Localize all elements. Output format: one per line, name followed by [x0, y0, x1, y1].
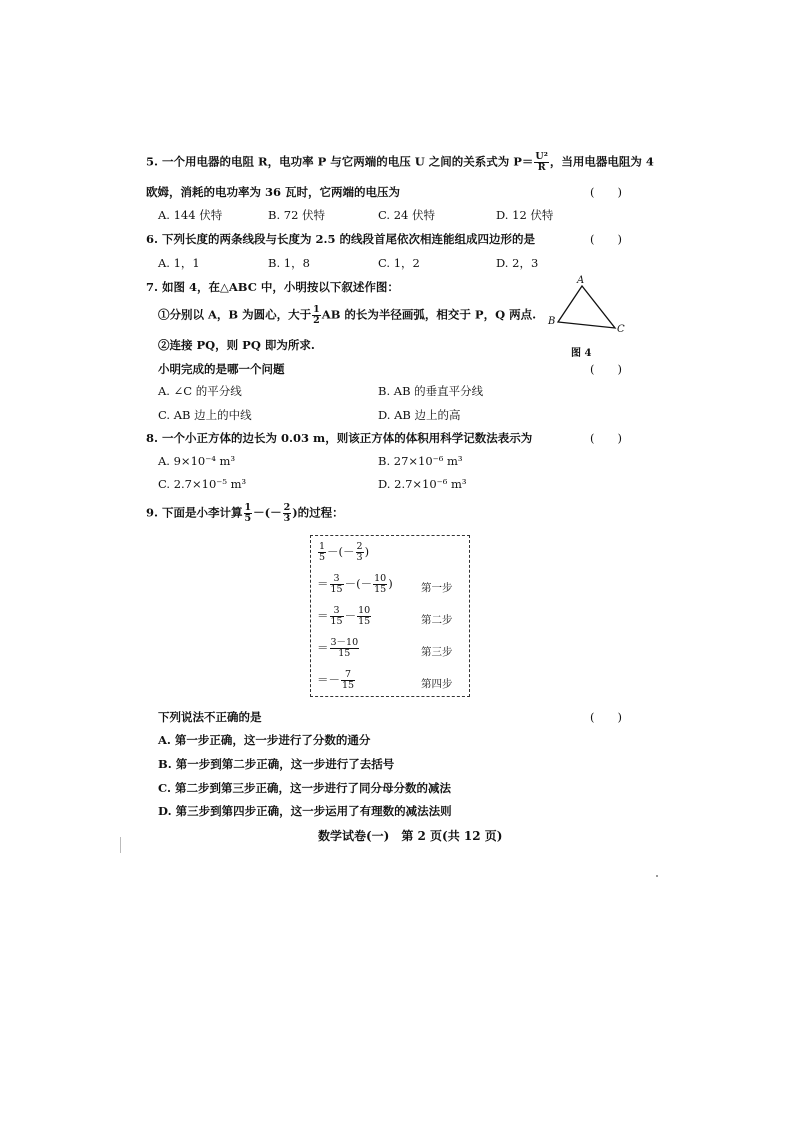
calc-row-0-fraction-1: [318, 542, 326, 563]
calc-row-3-num: 3－10: [330, 637, 359, 648]
q7-step1-text-b: AB 的长为半径画弧，相交于 P，Q 两点.: [321, 307, 537, 322]
q7-half-denominator: 2: [313, 314, 320, 326]
q9-statement-c: C. 第二步到第三步正确，这一步进行了同分母分数的减法: [158, 781, 451, 795]
q5-answer-paren: ( ): [590, 185, 622, 199]
calc-step-4-label: 第四步: [421, 678, 453, 690]
q9-intro-fraction-2-den: 3: [283, 512, 291, 524]
q9-calculation-box: [310, 535, 470, 697]
q8-answer-paren: ( ): [590, 431, 622, 445]
q7-answer-paren: ( ): [590, 362, 622, 376]
q6-option-a: A. 1，1: [158, 256, 200, 270]
q9-intro-text-b: )的过程：: [292, 505, 344, 520]
q9-statement-a: A. 第一步正确，这一步进行了分数的通分: [158, 733, 371, 747]
vertex-label-c: C: [617, 324, 625, 335]
q9-intro-minus: －(－: [253, 505, 282, 520]
calc-row-4-den: 15: [342, 679, 355, 691]
q9-intro-fraction-2: [283, 503, 292, 524]
calc-row-0-minus: －(－: [327, 544, 355, 559]
calc-row-2-fraction-2: [357, 606, 371, 627]
q7-option-c: C. AB 边上的中线: [158, 408, 252, 422]
q6-option-d: D. 2，3: [496, 256, 539, 270]
calc-row-3: [317, 638, 360, 659]
q7-half-fraction: [312, 305, 321, 326]
calc-step-1-label: 第一步: [421, 582, 453, 594]
calc-row-1-f2-den: 15: [374, 583, 387, 595]
calc-row-1-f2-num: 10: [374, 573, 387, 584]
q9-intro-fraction-1: [244, 503, 253, 524]
q8-option-a: A. 9×10⁻⁴ m³: [158, 454, 236, 468]
calc-row-2-f1-num: 3: [330, 606, 344, 617]
calc-step-2-label: 第二步: [421, 614, 453, 626]
calc-row-2-f2-den: 15: [358, 615, 371, 627]
q7-option-d: D. AB 边上的高: [378, 408, 461, 422]
vertex-label-a: A: [577, 275, 585, 286]
q7-step1-text-a: ①分别以 A，B 为圆心，大于: [158, 307, 312, 322]
calc-row-4-num: 7: [341, 670, 355, 681]
calc-row-0: [317, 542, 369, 563]
q9-intro-fraction-1-den: 5: [244, 512, 252, 524]
q7-step2: ②连接 PQ，则 PQ 即为所求.: [158, 338, 315, 352]
calc-row-3-equals: ＝: [317, 640, 329, 655]
calc-row-1-fraction-1: [330, 574, 344, 595]
q7-line1: 7. 如图 4，在△ABC 中，小明按以下叙述作图：: [146, 280, 399, 294]
calc-row-0-fraction-2: [356, 542, 364, 563]
q9-intro: [146, 503, 344, 524]
calc-row-2-equals: ＝: [317, 608, 329, 623]
calc-step-3-label: 第三步: [421, 646, 453, 658]
triangle-abc: [558, 286, 615, 328]
q5-line2: 欧姆，消耗的电功率为 36 瓦时，它两端的电压为: [146, 185, 401, 199]
q6-text: 6. 下列长度的两条线段与长度为 2.5 的线段首尾依次相连能组成四边形的是: [146, 232, 536, 246]
calc-row-2-f1-den: 15: [330, 615, 343, 627]
calc-row-1-fraction-2: [373, 574, 387, 595]
q5-line1: [146, 152, 654, 173]
q7-option-b: B. AB 的垂直平分线: [378, 384, 484, 398]
calc-row-3-den: 15: [338, 647, 351, 659]
calc-row-1-close: ): [388, 576, 393, 591]
q7-question: 小明完成的是哪一个问题: [158, 362, 285, 376]
figure-caption: 图 4: [571, 348, 592, 359]
q9-intro-text-a: 9. 下面是小李计算: [146, 505, 243, 520]
calc-row-2-f2-num: 10: [358, 605, 371, 616]
calc-row-3-fraction: [330, 638, 360, 659]
calc-row-4: [317, 670, 356, 691]
calc-row-0-f1-den: 5: [319, 551, 326, 563]
calc-row-0-f1-num: 1: [319, 541, 326, 552]
q5-formula-numerator: U²: [535, 151, 548, 162]
q9-statement-b: B. 第一步到第二步正确，这一步进行了去括号: [158, 757, 395, 771]
q7-half-numerator: 1: [313, 304, 320, 315]
q5-text-b: ，当用电器电阻为 4: [549, 154, 654, 169]
q9-answer-paren: ( ): [590, 710, 622, 724]
q5-formula-denominator: R: [537, 161, 546, 173]
q8-text: 8. 一个小正方体的边长为 0.03 m，则该正方体的体积用科学记数法表示为: [146, 431, 533, 445]
calc-row-2: [317, 606, 372, 627]
q7-option-a: A. ∠C 的平分线: [158, 384, 242, 398]
q6-answer-paren: ( ): [590, 232, 622, 246]
q9-intro-fraction-1-num: 1: [244, 502, 252, 513]
calc-row-1-f1-den: 15: [330, 583, 343, 595]
q5-option-c: C. 24 伏特: [378, 208, 435, 222]
q6-option-b: B. 1，8: [268, 256, 310, 270]
scan-margin-mark: [120, 837, 121, 853]
calc-row-0-close: ): [364, 544, 370, 559]
calc-row-4-equals-minus: ＝－: [317, 672, 340, 687]
page-footer: 数学试卷(一) 第 2 页(共 12 页): [318, 829, 503, 843]
calc-row-1-minus: －(－: [344, 576, 373, 591]
q5-text-a: 5. 一个用电器的电阻 R，电功率 P 与它两端的电压 U 之间的关系式为 P＝: [146, 154, 534, 169]
scan-speck: [656, 875, 658, 877]
q6-option-c: C. 1，2: [378, 256, 420, 270]
q5-option-d: D. 12 伏特: [496, 208, 554, 222]
q5-formula-fraction: [534, 152, 548, 173]
q5-option-b: B. 72 伏特: [268, 208, 326, 222]
q7-step1: [158, 305, 536, 326]
calc-row-0-f2-den: 3: [356, 551, 363, 563]
calc-row-2-fraction-1: [330, 606, 344, 627]
q9-statement-d: D. 第三步到第四步正确，这一步运用了有理数的减法法则: [158, 804, 452, 818]
q5-option-a: A. 144 伏特: [158, 208, 223, 222]
calc-row-1-f1-num: 3: [330, 574, 344, 585]
calc-row-1: [317, 574, 393, 595]
calc-row-4-fraction: [341, 670, 355, 691]
calc-row-2-minus: －: [344, 608, 357, 623]
calc-row-0-f2-num: 2: [356, 541, 363, 552]
figure-4: [545, 275, 630, 359]
q9-question: 下列说法不正确的是: [158, 710, 262, 724]
vertex-label-b: B: [548, 316, 556, 327]
q8-option-d: D. 2.7×10⁻⁶ m³: [378, 477, 467, 491]
q9-intro-fraction-2-num: 2: [283, 502, 291, 513]
q8-option-c: C. 2.7×10⁻⁵ m³: [158, 477, 247, 491]
q8-option-b: B. 27×10⁻⁶ m³: [378, 454, 463, 468]
calc-row-1-equals: ＝: [317, 576, 329, 591]
